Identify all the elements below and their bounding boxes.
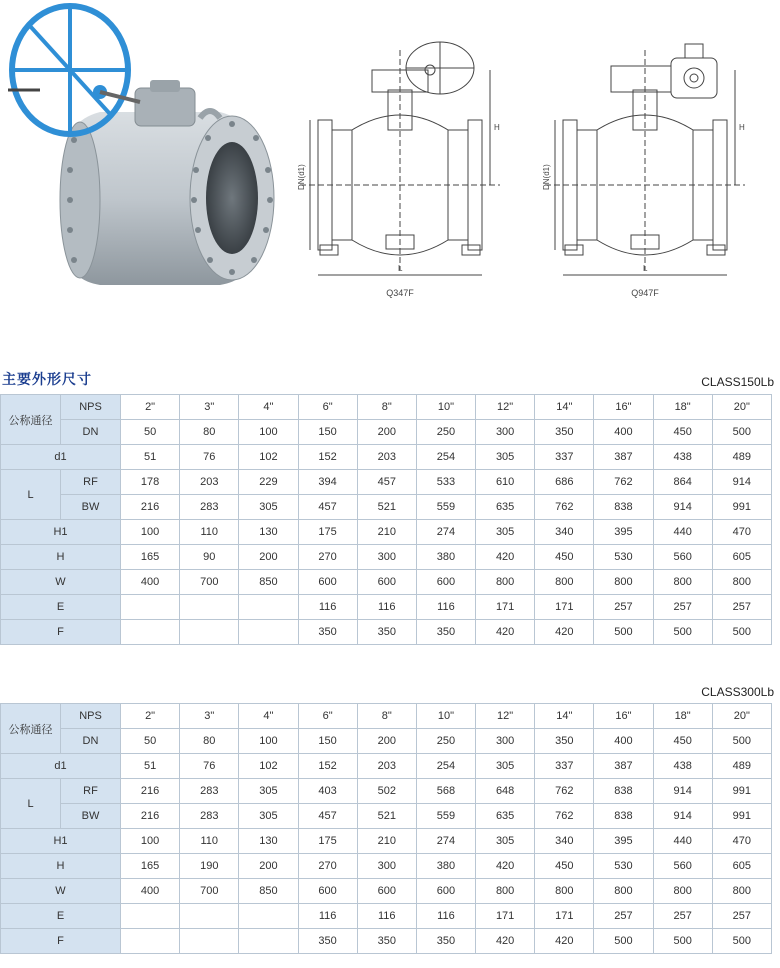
- value-cell: 800: [594, 879, 653, 904]
- row-label-l: L: [1, 470, 61, 520]
- value-cell: 257: [712, 904, 771, 929]
- value-cell: 914: [712, 470, 771, 495]
- value-cell: 305: [239, 495, 298, 520]
- value-cell: [239, 620, 298, 645]
- value-cell: 203: [357, 445, 416, 470]
- value-cell: 203: [180, 470, 239, 495]
- dn-cell: 50: [121, 729, 180, 754]
- value-cell: 305: [476, 520, 535, 545]
- value-cell: [239, 595, 298, 620]
- value-cell: 257: [594, 904, 653, 929]
- table-row: [1, 520, 772, 545]
- value-cell: 470: [712, 829, 771, 854]
- value-cell: 457: [298, 804, 357, 829]
- value-cell: 283: [180, 779, 239, 804]
- value-cell: 165: [121, 545, 180, 570]
- value-cell: 254: [416, 445, 475, 470]
- nps-cell: 14": [535, 704, 594, 729]
- table-row: [1, 595, 772, 620]
- value-cell: [180, 620, 239, 645]
- value-cell: 350: [357, 620, 416, 645]
- table-row: [1, 620, 772, 645]
- value-cell: 190: [180, 854, 239, 879]
- value-cell: 457: [357, 470, 416, 495]
- value-cell: 762: [535, 804, 594, 829]
- table-row: [1, 904, 772, 929]
- value-cell: 489: [712, 754, 771, 779]
- value-cell: 387: [594, 754, 653, 779]
- value-cell: 600: [357, 570, 416, 595]
- value-cell: 51: [121, 445, 180, 470]
- row-label-bw: BW: [61, 804, 121, 829]
- value-cell: [121, 904, 180, 929]
- nps-cell: 6": [298, 395, 357, 420]
- value-cell: 270: [298, 545, 357, 570]
- row-label-rf: RF: [61, 470, 121, 495]
- value-cell: 500: [712, 620, 771, 645]
- value-cell: 130: [239, 520, 298, 545]
- row-label: H1: [1, 520, 121, 545]
- nps-cell: 2": [121, 704, 180, 729]
- nps-cell: 12": [476, 395, 535, 420]
- value-cell: 440: [653, 829, 712, 854]
- value-cell: 600: [298, 879, 357, 904]
- value-cell: 100: [121, 520, 180, 545]
- value-cell: 305: [476, 829, 535, 854]
- value-cell: [121, 595, 180, 620]
- value-cell: 165: [121, 854, 180, 879]
- row-label: E: [1, 595, 121, 620]
- nps-cell: 4": [239, 704, 298, 729]
- value-cell: 560: [653, 545, 712, 570]
- value-cell: 152: [298, 445, 357, 470]
- value-cell: 438: [653, 445, 712, 470]
- dn-cell: 400: [594, 420, 653, 445]
- value-cell: 305: [239, 804, 298, 829]
- value-cell: 648: [476, 779, 535, 804]
- value-cell: 350: [298, 929, 357, 954]
- nps-cell: 18": [653, 395, 712, 420]
- value-cell: 635: [476, 804, 535, 829]
- value-cell: [239, 929, 298, 954]
- value-cell: 152: [298, 754, 357, 779]
- value-cell: 116: [357, 904, 416, 929]
- value-cell: 257: [594, 595, 653, 620]
- drawing-q347f: [297, 30, 500, 310]
- row-label: F: [1, 929, 121, 954]
- dn-cell: 250: [416, 420, 475, 445]
- value-cell: 257: [653, 595, 712, 620]
- value-cell: 800: [712, 879, 771, 904]
- section-title: 主要外形尺寸: [2, 371, 92, 387]
- value-cell: 914: [653, 804, 712, 829]
- dn-cell: 100: [239, 729, 298, 754]
- nps-cell: 20": [712, 395, 771, 420]
- value-cell: 914: [653, 779, 712, 804]
- nps-cell: 10": [416, 704, 475, 729]
- value-cell: 610: [476, 470, 535, 495]
- value-cell: 257: [712, 595, 771, 620]
- drawing-caption-q347f: Q347F: [386, 288, 414, 298]
- value-cell: 500: [594, 929, 653, 954]
- value-cell: 395: [594, 520, 653, 545]
- nps-cell: 16": [594, 704, 653, 729]
- value-cell: 100: [121, 829, 180, 854]
- value-cell: 274: [416, 520, 475, 545]
- value-cell: 229: [239, 470, 298, 495]
- value-cell: 350: [298, 620, 357, 645]
- dn-cell: 300: [476, 420, 535, 445]
- value-cell: 500: [653, 620, 712, 645]
- dn-cell: 400: [594, 729, 653, 754]
- value-cell: 400: [121, 879, 180, 904]
- value-cell: 394: [298, 470, 357, 495]
- value-cell: 200: [239, 545, 298, 570]
- value-cell: 502: [357, 779, 416, 804]
- drawing-q947f-dim-l: L: [643, 264, 648, 273]
- value-cell: 337: [535, 445, 594, 470]
- value-cell: 600: [357, 879, 416, 904]
- row-label-nps: NPS: [61, 395, 121, 420]
- value-cell: 283: [180, 804, 239, 829]
- value-cell: 800: [476, 570, 535, 595]
- value-cell: 116: [298, 904, 357, 929]
- value-cell: 305: [476, 445, 535, 470]
- value-cell: 116: [298, 595, 357, 620]
- ball-valve-photo: [0, 0, 290, 300]
- table-row-nps: [1, 704, 772, 729]
- value-cell: 700: [180, 879, 239, 904]
- value-cell: 850: [239, 570, 298, 595]
- value-cell: 90: [180, 545, 239, 570]
- table-row: [1, 929, 772, 954]
- value-cell: 51: [121, 754, 180, 779]
- row-label-dn: DN: [61, 420, 121, 445]
- value-cell: [180, 904, 239, 929]
- value-cell: 500: [712, 929, 771, 954]
- table-row: [1, 470, 772, 495]
- value-cell: [121, 620, 180, 645]
- value-cell: 171: [535, 904, 594, 929]
- row-label: E: [1, 904, 121, 929]
- dn-cell: 500: [712, 420, 771, 445]
- value-cell: 283: [180, 495, 239, 520]
- value-cell: 110: [180, 829, 239, 854]
- value-cell: 635: [476, 495, 535, 520]
- table-row: [1, 829, 772, 854]
- nps-cell: 4": [239, 395, 298, 420]
- value-cell: 600: [416, 570, 475, 595]
- drawing-q347f-lines: [297, 30, 500, 285]
- value-cell: 380: [416, 854, 475, 879]
- value-cell: 800: [653, 570, 712, 595]
- dn-cell: 100: [239, 420, 298, 445]
- value-cell: 420: [535, 620, 594, 645]
- value-cell: 530: [594, 854, 653, 879]
- table-row: [1, 854, 772, 879]
- dn-cell: 250: [416, 729, 475, 754]
- table-row: [1, 779, 772, 804]
- value-cell: 600: [298, 570, 357, 595]
- table-row: [1, 804, 772, 829]
- value-cell: 350: [357, 929, 416, 954]
- value-cell: 387: [594, 445, 653, 470]
- value-cell: 300: [357, 545, 416, 570]
- value-cell: 254: [416, 754, 475, 779]
- dimension-table-class300: [0, 703, 772, 954]
- value-cell: 800: [712, 570, 771, 595]
- value-cell: 350: [416, 929, 475, 954]
- drawing-q947f-dim-h: H: [739, 123, 745, 132]
- nps-cell: 3": [180, 704, 239, 729]
- row-label-dn: DN: [61, 729, 121, 754]
- dn-cell: 450: [653, 420, 712, 445]
- row-label: W: [1, 570, 121, 595]
- value-cell: 395: [594, 829, 653, 854]
- value-cell: 216: [121, 804, 180, 829]
- value-cell: 420: [476, 620, 535, 645]
- nps-cell: 8": [357, 704, 416, 729]
- value-cell: 420: [476, 929, 535, 954]
- row-label: F: [1, 620, 121, 645]
- dn-cell: 80: [180, 420, 239, 445]
- value-cell: 300: [357, 854, 416, 879]
- row-label-nps: NPS: [61, 704, 121, 729]
- value-cell: 130: [239, 829, 298, 854]
- value-cell: 559: [416, 495, 475, 520]
- value-cell: 116: [357, 595, 416, 620]
- table-row-dn: [1, 420, 772, 445]
- value-cell: 210: [357, 520, 416, 545]
- value-cell: 762: [535, 495, 594, 520]
- value-cell: 270: [298, 854, 357, 879]
- drawing-q947f-dim-d: DN(d1): [542, 164, 551, 190]
- value-cell: 438: [653, 754, 712, 779]
- nps-cell: 20": [712, 704, 771, 729]
- value-cell: [239, 904, 298, 929]
- dn-cell: 200: [357, 729, 416, 754]
- value-cell: 991: [712, 804, 771, 829]
- value-cell: 337: [535, 754, 594, 779]
- value-cell: 991: [712, 495, 771, 520]
- dn-cell: 50: [121, 420, 180, 445]
- value-cell: 380: [416, 545, 475, 570]
- drawing-q947f-lines: [542, 30, 745, 285]
- value-cell: 500: [653, 929, 712, 954]
- value-cell: 210: [357, 829, 416, 854]
- value-cell: [180, 929, 239, 954]
- dn-cell: 350: [535, 420, 594, 445]
- value-cell: 762: [594, 470, 653, 495]
- nps-cell: 10": [416, 395, 475, 420]
- row-group-label: 公称通径: [1, 704, 61, 754]
- value-cell: 850: [239, 879, 298, 904]
- nps-cell: 14": [535, 395, 594, 420]
- value-cell: 521: [357, 495, 416, 520]
- table-row-dn: [1, 729, 772, 754]
- table-row-nps: [1, 395, 772, 420]
- value-cell: 420: [476, 545, 535, 570]
- dn-cell: 80: [180, 729, 239, 754]
- row-group-label: 公称通径: [1, 395, 61, 445]
- row-label-l: L: [1, 779, 61, 829]
- table-row: [1, 445, 772, 470]
- value-cell: 838: [594, 779, 653, 804]
- row-label: d1: [1, 445, 121, 470]
- value-cell: 420: [535, 929, 594, 954]
- dimension-table-class150: [0, 394, 772, 645]
- drawing-q947f: [542, 30, 745, 310]
- dn-cell: 350: [535, 729, 594, 754]
- drawing-q347f-dim-l: L: [398, 264, 403, 273]
- value-cell: 521: [357, 804, 416, 829]
- value-cell: 340: [535, 520, 594, 545]
- value-cell: 175: [298, 520, 357, 545]
- illustration-area: [0, 0, 780, 310]
- value-cell: 838: [594, 495, 653, 520]
- value-cell: 500: [594, 620, 653, 645]
- value-cell: 560: [653, 854, 712, 879]
- value-cell: 200: [239, 854, 298, 879]
- value-cell: 605: [712, 545, 771, 570]
- value-cell: 800: [476, 879, 535, 904]
- dn-cell: 150: [298, 729, 357, 754]
- dn-cell: 300: [476, 729, 535, 754]
- drawing-caption-q947f: Q947F: [631, 288, 659, 298]
- value-cell: 440: [653, 520, 712, 545]
- value-cell: 340: [535, 829, 594, 854]
- value-cell: 110: [180, 520, 239, 545]
- row-label: W: [1, 879, 121, 904]
- dn-cell: 150: [298, 420, 357, 445]
- value-cell: 305: [476, 754, 535, 779]
- value-cell: 533: [416, 470, 475, 495]
- nps-cell: 12": [476, 704, 535, 729]
- dn-cell: 500: [712, 729, 771, 754]
- dn-cell: 200: [357, 420, 416, 445]
- value-cell: 178: [121, 470, 180, 495]
- row-label-rf: RF: [61, 779, 121, 804]
- value-cell: 257: [653, 904, 712, 929]
- table-row: [1, 545, 772, 570]
- value-cell: 171: [476, 904, 535, 929]
- value-cell: 102: [239, 754, 298, 779]
- value-cell: 350: [416, 620, 475, 645]
- value-cell: 686: [535, 470, 594, 495]
- value-cell: 420: [476, 854, 535, 879]
- value-cell: 305: [239, 779, 298, 804]
- value-cell: 838: [594, 804, 653, 829]
- value-cell: 800: [535, 570, 594, 595]
- nps-cell: 16": [594, 395, 653, 420]
- drawing-q347f-dim-d: DN(d1): [297, 164, 306, 190]
- value-cell: 274: [416, 829, 475, 854]
- value-cell: 171: [476, 595, 535, 620]
- table-row: [1, 495, 772, 520]
- value-cell: 403: [298, 779, 357, 804]
- value-cell: 102: [239, 445, 298, 470]
- row-label: H1: [1, 829, 121, 854]
- value-cell: 530: [594, 545, 653, 570]
- row-label: H: [1, 854, 121, 879]
- value-cell: 914: [653, 495, 712, 520]
- value-cell: 450: [535, 854, 594, 879]
- value-cell: 116: [416, 904, 475, 929]
- value-cell: 762: [535, 779, 594, 804]
- value-cell: 216: [121, 779, 180, 804]
- value-cell: 568: [416, 779, 475, 804]
- value-cell: 489: [712, 445, 771, 470]
- value-cell: 76: [180, 754, 239, 779]
- value-cell: 175: [298, 829, 357, 854]
- nps-cell: 2": [121, 395, 180, 420]
- row-label: H: [1, 545, 121, 570]
- dn-cell: 450: [653, 729, 712, 754]
- value-cell: 600: [416, 879, 475, 904]
- value-cell: 800: [535, 879, 594, 904]
- row-label-bw: BW: [61, 495, 121, 520]
- class-label-300: CLASS300Lb: [701, 685, 774, 699]
- value-cell: 991: [712, 779, 771, 804]
- table-row: [1, 879, 772, 904]
- value-cell: 450: [535, 545, 594, 570]
- value-cell: 171: [535, 595, 594, 620]
- class-label-150: CLASS150Lb: [701, 375, 774, 389]
- nps-cell: 8": [357, 395, 416, 420]
- table-row: [1, 570, 772, 595]
- drawing-q347f-dim-h: H: [494, 123, 500, 132]
- value-cell: 76: [180, 445, 239, 470]
- value-cell: 700: [180, 570, 239, 595]
- value-cell: 864: [653, 470, 712, 495]
- value-cell: [121, 929, 180, 954]
- value-cell: 800: [594, 570, 653, 595]
- value-cell: 216: [121, 495, 180, 520]
- nps-cell: 3": [180, 395, 239, 420]
- value-cell: 800: [653, 879, 712, 904]
- value-cell: 203: [357, 754, 416, 779]
- value-cell: 457: [298, 495, 357, 520]
- value-cell: 470: [712, 520, 771, 545]
- value-cell: [180, 595, 239, 620]
- table-row: [1, 754, 772, 779]
- nps-cell: 6": [298, 704, 357, 729]
- value-cell: 605: [712, 854, 771, 879]
- value-cell: 559: [416, 804, 475, 829]
- row-label: d1: [1, 754, 121, 779]
- value-cell: 116: [416, 595, 475, 620]
- nps-cell: 18": [653, 704, 712, 729]
- value-cell: 400: [121, 570, 180, 595]
